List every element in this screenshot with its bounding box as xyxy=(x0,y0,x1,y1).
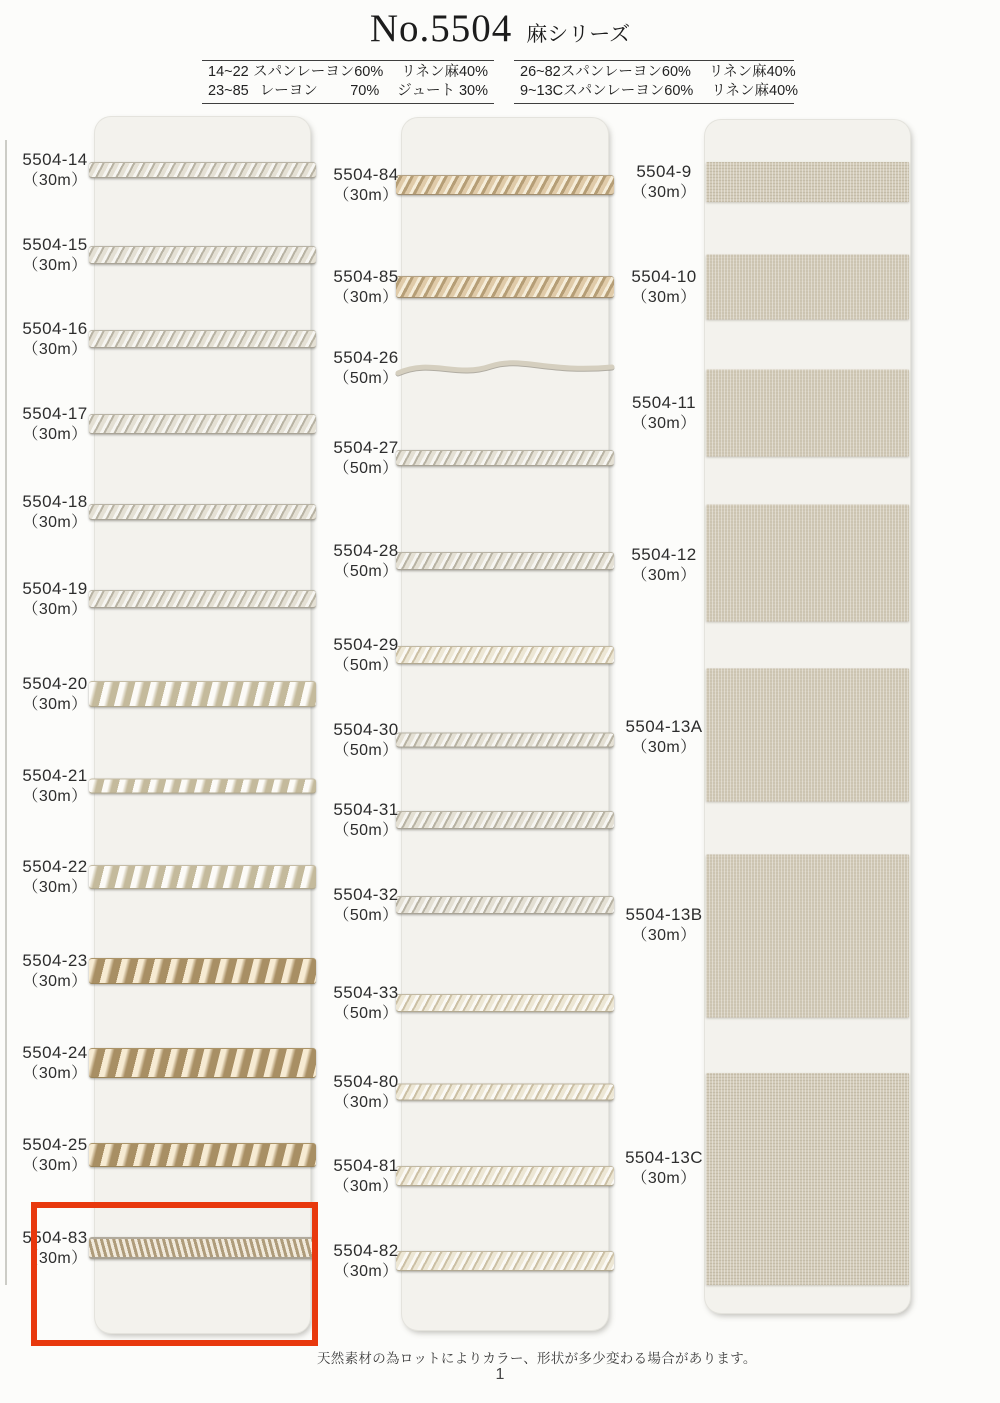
sample-length: （30m） xyxy=(22,1065,88,1082)
footnote: 天然素材の為ロットによりカラー、形状が多少変わる場合があります。 xyxy=(317,1351,757,1366)
material-a xyxy=(260,82,398,101)
sample-code: 5504-22 xyxy=(22,857,88,876)
swatch-5504-16 xyxy=(89,330,316,348)
sample-length: （30m） xyxy=(22,879,88,896)
sample-code: 5504-18 xyxy=(22,492,88,511)
sample-length: （30m） xyxy=(22,257,88,274)
sample-length: （30m） xyxy=(631,927,697,944)
swatch-5504-11 xyxy=(706,370,909,457)
composition-row xyxy=(208,82,488,101)
composition-row xyxy=(208,63,488,82)
sample-length: （30m） xyxy=(631,739,697,756)
material-a-name: スパンレーヨン xyxy=(253,64,355,80)
sample-length: （30m） xyxy=(631,184,697,201)
sample-code: 5504-19 xyxy=(22,579,88,598)
material-b: リネン麻40% xyxy=(711,83,799,99)
sample-label-5504-25 xyxy=(0,1134,110,1176)
sample-length: （50m） xyxy=(333,370,399,387)
sample-length: （30m） xyxy=(333,1094,399,1111)
sample-code: 5504-82 xyxy=(333,1241,399,1260)
sample-label-5504-22 xyxy=(0,856,110,898)
material-a-pct: 70% xyxy=(350,83,380,99)
material-b: リネン麻40% xyxy=(401,64,488,80)
sample-code: 5504-20 xyxy=(22,674,88,693)
sample-label-5504-28 xyxy=(311,540,421,582)
swatch-5504-81 xyxy=(396,1166,614,1186)
sample-code: 5504-13C xyxy=(625,1148,703,1167)
sample-code: 5504-85 xyxy=(333,267,399,286)
material-a-name: レーヨン xyxy=(259,83,318,99)
sample-label-5504-23 xyxy=(0,950,110,992)
material-a xyxy=(563,82,711,101)
swatch-5504-14 xyxy=(89,162,316,178)
swatch-5504-31 xyxy=(396,811,614,829)
swatch-5504-13C xyxy=(706,1073,909,1285)
page-number: 1 xyxy=(495,1366,505,1383)
swatch-5504-23 xyxy=(89,958,316,984)
sample-label-5504-31 xyxy=(311,799,421,841)
sample-length: （30m） xyxy=(333,1263,399,1280)
swatch-5504-13B xyxy=(706,855,909,1018)
sample-length: （30m） xyxy=(631,289,697,306)
swatch-5504-33 xyxy=(396,994,614,1012)
sample-length: （50m） xyxy=(333,563,399,580)
sample-label-5504-27 xyxy=(311,437,421,479)
composition-row xyxy=(520,63,796,82)
swatch-5504-85 xyxy=(396,276,614,298)
item-range: 23~85 xyxy=(208,83,249,99)
highlight-box xyxy=(31,1202,318,1346)
sample-length: （30m） xyxy=(333,187,399,204)
sample-length: （30m） xyxy=(22,1157,88,1174)
sample-length: （50m） xyxy=(333,657,399,674)
swatch-5504-10 xyxy=(706,255,909,320)
series-name: 麻シリーズ xyxy=(526,22,631,46)
sample-label-5504-15 xyxy=(0,234,110,276)
sample-length: （50m） xyxy=(333,1005,399,1022)
sample-label-5504-9 xyxy=(609,161,719,203)
composition-table-right xyxy=(514,60,799,104)
sample-code: 5504-31 xyxy=(333,800,399,819)
material-a-name: スパンレーヨン xyxy=(560,64,662,80)
sample-code: 5504-84 xyxy=(333,165,399,184)
sample-code: 5504-27 xyxy=(333,438,399,457)
item-range: 26~82 xyxy=(520,64,561,80)
sample-label-5504-84 xyxy=(311,164,421,206)
swatch-5504-28 xyxy=(396,552,614,570)
sample-code: 5504-29 xyxy=(333,635,399,654)
sample-length: （30m） xyxy=(22,601,88,618)
swatch-5504-26 xyxy=(396,353,614,383)
sample-length: （30m） xyxy=(333,1178,399,1195)
swatch-5504-30 xyxy=(396,733,614,748)
sample-label-5504-11 xyxy=(609,392,719,434)
sample-code: 5504-28 xyxy=(333,541,399,560)
sample-label-5504-16 xyxy=(0,318,110,360)
item-range: 9~13C xyxy=(520,83,564,99)
material-a-pct: 60% xyxy=(664,83,694,99)
page-title xyxy=(0,6,1000,51)
sample-strip-2 xyxy=(402,118,608,1330)
swatch-5504-18 xyxy=(89,504,316,520)
sample-label-5504-18 xyxy=(0,491,110,533)
sample-label-5504-20 xyxy=(0,673,110,715)
material-b: ジュート 30% xyxy=(397,83,488,99)
item-range: 14~22 xyxy=(208,64,249,80)
sample-label-5504-81 xyxy=(311,1155,421,1197)
composition-row xyxy=(520,82,799,101)
sample-length: （30m） xyxy=(22,696,88,713)
sample-code: 5504-30 xyxy=(333,720,399,739)
sample-length: （50m） xyxy=(333,742,399,759)
sample-label-5504-19 xyxy=(0,578,110,620)
swatch-5504-32 xyxy=(396,896,614,914)
swatch-5504-24 xyxy=(89,1048,316,1078)
sample-label-5504-29 xyxy=(311,634,421,676)
sample-code: 5504-33 xyxy=(333,983,399,1002)
composition-table-left xyxy=(202,60,494,104)
series-number: No.5504 xyxy=(369,7,513,50)
swatch-5504-22 xyxy=(89,865,316,889)
swatch-5504-19 xyxy=(89,590,316,608)
sample-length: （30m） xyxy=(333,289,399,306)
material-a-name: スパンレーヨン xyxy=(563,83,665,99)
swatch-5504-80 xyxy=(396,1084,614,1101)
sample-code: 5504-15 xyxy=(22,235,88,254)
material-b: リネン麻40% xyxy=(708,64,796,80)
sample-label-5504-13A xyxy=(609,716,719,758)
swatch-5504-15 xyxy=(89,246,316,264)
sample-label-5504-82 xyxy=(311,1240,421,1282)
sample-label-5504-10 xyxy=(609,266,719,308)
sample-code: 5504-23 xyxy=(22,951,88,970)
sample-length: （30m） xyxy=(631,1170,697,1187)
sample-length: （50m） xyxy=(333,907,399,924)
sample-code: 5504-81 xyxy=(333,1156,399,1175)
sample-label-5504-80 xyxy=(311,1071,421,1113)
material-a xyxy=(561,63,709,82)
swatch-5504-21 xyxy=(89,779,316,794)
sample-label-5504-85 xyxy=(311,266,421,308)
sample-label-5504-26 xyxy=(311,347,421,389)
swatch-5504-25 xyxy=(89,1143,316,1167)
sample-code: 5504-24 xyxy=(22,1043,88,1062)
swatch-5504-9 xyxy=(706,162,909,202)
sample-label-5504-24 xyxy=(0,1042,110,1084)
sample-code: 5504-83 xyxy=(22,1228,88,1247)
sample-code: 5504-13B xyxy=(625,905,703,924)
sample-code: 5504-21 xyxy=(22,766,88,785)
sample-length: （30m） xyxy=(22,341,88,358)
sample-label-5504-13C xyxy=(609,1147,719,1189)
sample-code: 5504-17 xyxy=(22,404,88,423)
material-a-pct: 60% xyxy=(661,64,691,80)
sample-length: （30m） xyxy=(631,567,697,584)
sample-code: 5504-14 xyxy=(22,150,88,169)
sample-code: 5504-9 xyxy=(636,162,692,181)
sample-code: 5504-12 xyxy=(631,545,697,564)
sample-length: （30m） xyxy=(22,1250,88,1267)
sample-label-5504-21 xyxy=(0,765,110,807)
swatch-5504-17 xyxy=(89,414,316,434)
sample-label-5504-17 xyxy=(0,403,110,445)
sample-code: 5504-25 xyxy=(22,1135,88,1154)
sample-code: 5504-32 xyxy=(333,885,399,904)
swatch-5504-13A xyxy=(706,669,909,802)
sample-length: （30m） xyxy=(22,973,88,990)
sample-length: （30m） xyxy=(22,514,88,531)
material-a-pct: 60% xyxy=(354,64,384,80)
material-a xyxy=(253,63,401,82)
sample-label-5504-32 xyxy=(311,884,421,926)
swatch-5504-20 xyxy=(89,681,316,707)
swatch-5504-12 xyxy=(706,505,909,622)
sample-length: （30m） xyxy=(22,426,88,443)
sample-code: 5504-10 xyxy=(631,267,697,286)
sample-length: （30m） xyxy=(22,788,88,805)
sample-code: 5504-13A xyxy=(625,717,703,736)
sample-label-5504-14 xyxy=(0,149,110,191)
sample-code: 5504-11 xyxy=(632,393,696,412)
sample-length: （50m） xyxy=(333,822,399,839)
sample-code: 5504-16 xyxy=(22,319,88,338)
sample-label-5504-30 xyxy=(311,719,421,761)
sample-label-5504-33 xyxy=(311,982,421,1024)
sample-length: （30m） xyxy=(631,415,697,432)
sample-label-5504-12 xyxy=(609,544,719,586)
swatch-5504-84 xyxy=(396,175,614,195)
sample-label-5504-13B xyxy=(609,904,719,946)
swatch-5504-82 xyxy=(396,1251,614,1271)
sample-code: 5504-80 xyxy=(333,1072,399,1091)
sample-length: （30m） xyxy=(22,172,88,189)
sample-length: （50m） xyxy=(333,460,399,477)
swatch-5504-29 xyxy=(396,646,614,664)
sample-code: 5504-26 xyxy=(333,348,399,367)
swatch-5504-27 xyxy=(396,450,614,466)
